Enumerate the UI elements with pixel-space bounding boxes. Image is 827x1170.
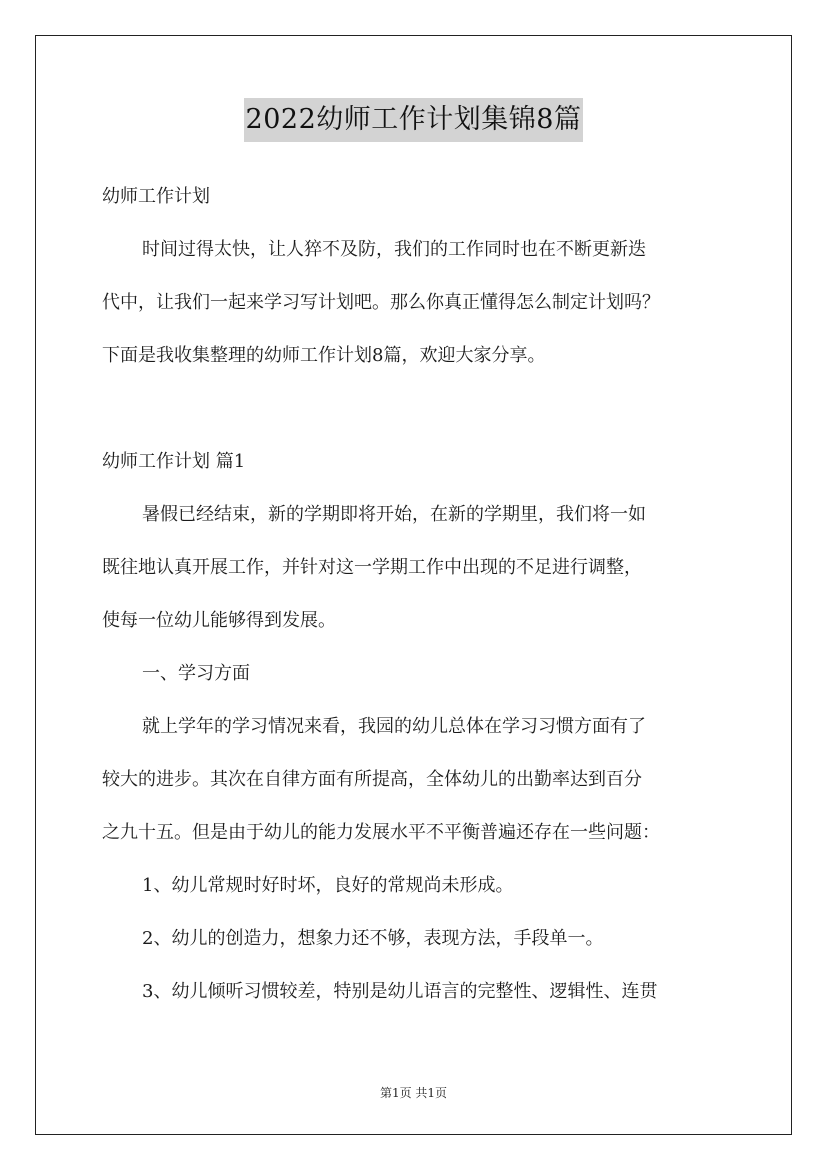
document-body	[102, 170, 732, 1018]
paragraph-line: 暑假已经结束，新的学期即将开始，在新的学期里，我们将一如	[142, 504, 646, 525]
paragraph-line: 之九十五。但是由于幼儿的能力发展水平不平衡普遍还存在一些问题：	[102, 822, 660, 843]
list-item: 1、幼儿常规时好时坏，良好的常规尚未形成。	[142, 875, 514, 896]
paragraph-line: 就上学年的学习情况来看，我园的幼儿总体在学习习惯方面有了	[142, 716, 646, 737]
paragraph-line: 既往地认真开展工作，并针对这一学期工作中出现的不足进行调整，	[102, 557, 642, 578]
document-title: 2022幼师工作计划集锦8篇	[244, 98, 584, 142]
paragraph-line: 使每一位幼儿能够得到发展。	[102, 610, 336, 631]
paragraph-line: 时间过得太快，让人猝不及防，我们的工作同时也在不断更新迭	[142, 239, 646, 260]
subsection-heading: 一、学习方面	[142, 663, 250, 684]
section-heading: 幼师工作计划	[102, 186, 210, 207]
title-container	[0, 98, 827, 142]
page-footer: 第1页 共1页	[379, 1086, 448, 1100]
paragraph-line: 较大的进步。其次在自律方面有所提高，全体幼儿的出勤率达到百分	[102, 769, 642, 790]
list-item: 2、幼儿的创造力，想象力还不够，表现方法，手段单一。	[142, 928, 604, 949]
section-heading: 幼师工作计划 篇1	[102, 451, 246, 472]
paragraph-line: 代中，让我们一起来学习写计划吧。那么你真正懂得怎么制定计划吗？	[102, 292, 660, 313]
blank-line	[102, 382, 732, 435]
list-item: 3、幼儿倾听习惯较差，特别是幼儿语言的完整性、逻辑性、连贯	[142, 981, 658, 1002]
paragraph-line: 下面是我收集整理的幼师工作计划8篇，欢迎大家分享。	[102, 345, 546, 366]
